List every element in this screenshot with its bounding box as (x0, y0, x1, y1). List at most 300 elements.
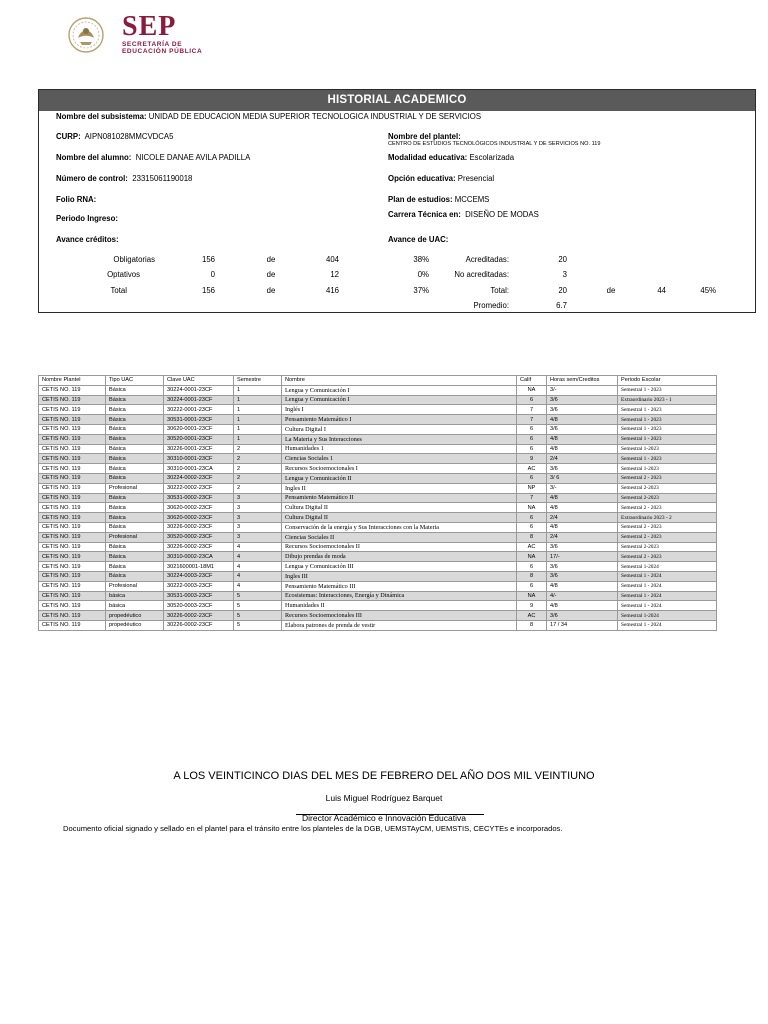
nombre-cell: Dibujo prendas de moda (282, 552, 517, 562)
table-row (39, 532, 717, 542)
nombre-cell: Lengua y Comunicación I (282, 395, 517, 405)
periodo-cell: Semestral 1 - 2023 (618, 424, 717, 434)
periodo-cell: Semestral 2 - 2023 (618, 552, 717, 562)
periodo-cell: Semestral 1-2024 (618, 611, 717, 621)
historial-academico-panel (38, 89, 756, 313)
clave-cell: 30310-0001-23CF (164, 454, 234, 464)
plantel-cell: CETIS NO. 119 (39, 620, 106, 630)
creditos-row-value: 156 (201, 286, 215, 295)
nombre-cell: Cultura Digital II (282, 503, 517, 513)
plantel-cell: CETIS NO. 119 (39, 522, 106, 532)
semestre-cell: 3 (234, 522, 282, 532)
nombre-cell: Ciencias Sociales II (282, 532, 517, 542)
horas-cell: 4/8 (547, 493, 618, 503)
horas-cell: 4/8 (547, 415, 618, 425)
calif-cell: AC (517, 611, 547, 621)
creditos-row-de: de (266, 255, 276, 264)
tipo-cell: Básica (106, 454, 164, 464)
uac-total-value: 20 (558, 286, 567, 295)
no-acreditadas-value: 3 (562, 270, 567, 279)
table-row (39, 571, 717, 581)
semestre-cell: 3 (234, 503, 282, 513)
horas-cell: 3/6 (547, 571, 618, 581)
horas-cell: 3/6 (547, 611, 618, 621)
carrera-row (388, 210, 539, 219)
promedio-value: 6.7 (556, 301, 567, 310)
plantel-value: CENTRO DE ESTUDIOS TECNOLÓGICOS INDUSTRIAL Y DE SERVICIOS NO. 119 (388, 141, 601, 147)
plantel-cell: CETIS NO. 119 (39, 385, 106, 395)
calif-cell: NA (517, 552, 547, 562)
table-row (39, 424, 717, 434)
periodo-cell: Semestral 1 - 2023 (618, 405, 717, 415)
clave-cell: 30226-0002-23CF (164, 542, 234, 552)
nombre-cell: Inglés I (282, 405, 517, 415)
nombre-cell: Conservación de la energía y Sus Interacciones con la Materia (282, 522, 517, 532)
semestre-cell: 2 (234, 454, 282, 464)
folio-label: Folio RNA: (56, 195, 97, 204)
plantel-cell: CETIS NO. 119 (39, 454, 106, 464)
periodo-cell: Semestral 1-2024 (618, 562, 717, 572)
tipo-cell: Básica (106, 424, 164, 434)
creditos-row-value: 156 (201, 255, 215, 264)
plantel-cell: CETIS NO. 119 (39, 493, 106, 503)
horas-cell: 2/4 (547, 513, 618, 523)
promedio-label: Promedio: (473, 301, 509, 310)
periodo-cell: Semestral 2 - 2023 (618, 473, 717, 483)
column-header: Calif (517, 376, 547, 386)
semestre-cell: 1 (234, 434, 282, 444)
table-row (39, 385, 717, 395)
semestre-cell: 3 (234, 493, 282, 503)
horas-cell: 3/6 (547, 395, 618, 405)
uac-total-label: Total: (490, 286, 509, 295)
semestre-cell: 5 (234, 601, 282, 611)
horas-cell: 3/6 (547, 405, 618, 415)
tipo-cell: propedéutico (106, 611, 164, 621)
clave-cell: 30226-0002-23CF (164, 620, 234, 630)
creditos-row-de: de (266, 270, 276, 279)
periodo-label: Periodo Ingreso: (56, 214, 118, 223)
date-statement: A LOS VEINTICINCO DIAS DEL MES DE FEBRERO DEL AÑO DOS MIL VEINTIUNO (173, 770, 595, 782)
periodo-cell: Semestral 2-2023 (618, 483, 717, 493)
nombre-cell: Lengua y Comunicación III (282, 562, 517, 572)
plantel-cell: CETIS NO. 119 (39, 542, 106, 552)
nombre-cell: Pensamiento Matemático III (282, 581, 517, 591)
nombre-cell: Cultura Digital I (282, 424, 517, 434)
calif-cell: 7 (517, 415, 547, 425)
clave-cell: 30222-0001-23CF (164, 405, 234, 415)
table-row (39, 542, 717, 552)
semestre-cell: 3 (234, 513, 282, 523)
nombre-cell: Ciencias Sociales 1 (282, 454, 517, 464)
horas-cell: 2/4 (547, 454, 618, 464)
column-header: Clave UAC (164, 376, 234, 386)
horas-cell: 17/- (547, 552, 618, 562)
table-row (39, 395, 717, 405)
calif-cell: NA (517, 385, 547, 395)
calif-cell: 6 (517, 522, 547, 532)
creditos-row-total: 404 (325, 255, 339, 264)
subsistema-label: Nombre del subsistema: (56, 112, 147, 121)
horas-cell: 4/8 (547, 503, 618, 513)
clave-cell: 30310-0002-23CA (164, 552, 234, 562)
modalidad-value: Escolarizada (469, 153, 515, 162)
calif-cell: NP (517, 483, 547, 493)
calif-cell: AC (517, 464, 547, 474)
tipo-cell: Básica (106, 385, 164, 395)
column-header: Nombre Plantel (39, 376, 106, 386)
table-row (39, 444, 717, 454)
carrera-value: DISEÑO DE MODAS (465, 210, 539, 219)
clave-cell: 30520-0001-23CF (164, 434, 234, 444)
tipo-cell: Básica (106, 464, 164, 474)
uac-total-de: de (606, 286, 616, 295)
clave-cell: 30531-0002-23CF (164, 493, 234, 503)
calif-cell: 8 (517, 571, 547, 581)
tipo-cell: Básica (106, 473, 164, 483)
calif-cell: 6 (517, 581, 547, 591)
alumno-label: Nombre del alumno: (56, 153, 132, 162)
table-row (39, 522, 717, 532)
periodo-cell: Semestral 1 - 2024 (618, 620, 717, 630)
control-value: 23315061190018 (132, 174, 193, 183)
table-row (39, 581, 717, 591)
calif-cell: 9 (517, 454, 547, 464)
column-header: Nombre (282, 376, 517, 386)
opcion-label: Opción educativa: (388, 174, 456, 183)
calif-cell: AC (517, 542, 547, 552)
plantel-cell: CETIS NO. 119 (39, 562, 106, 572)
table-row (39, 483, 717, 493)
brand-subtitle-line2: EDUCACIÓN PÚBLICA (122, 48, 203, 55)
semestre-cell: 4 (234, 571, 282, 581)
nombre-cell: La Materia y Sus Interacciones (282, 434, 517, 444)
periodo-cell: Semestral 1 - 2024 (618, 591, 717, 601)
calif-cell: 6 (517, 473, 547, 483)
calif-cell: 9 (517, 601, 547, 611)
horas-cell: 2/4 (547, 532, 618, 542)
calif-cell: 6 (517, 434, 547, 444)
nombre-cell: Lengua y Comunicación I (282, 385, 517, 395)
plantel-cell: CETIS NO. 119 (39, 552, 106, 562)
creditos-row-label: Optativos (107, 270, 140, 279)
creditos-row-total: 416 (325, 286, 339, 295)
plantel-cell: CETIS NO. 119 (39, 591, 106, 601)
calif-cell: 6 (517, 395, 547, 405)
calif-cell: 8 (517, 532, 547, 542)
table-row (39, 611, 717, 621)
nombre-cell: Ingles III (282, 571, 517, 581)
tipo-cell: básica (106, 591, 164, 601)
calif-cell: NA (517, 503, 547, 513)
horas-cell: 3/6 (547, 424, 618, 434)
curp-row (56, 132, 173, 141)
national-seal-icon (66, 16, 106, 54)
table-row (39, 473, 717, 483)
plantel-cell: CETIS NO. 119 (39, 464, 106, 474)
table-row (39, 591, 717, 601)
calif-cell: 6 (517, 562, 547, 572)
semestre-cell: 2 (234, 473, 282, 483)
tipo-cell: Básica (106, 522, 164, 532)
creditos-row-label: Total (110, 286, 127, 295)
tipo-cell: Básica (106, 493, 164, 503)
nombre-cell: Humanidades 1 (282, 444, 517, 454)
signer-name: Luis Miguel Rodríguez Barquet (325, 793, 443, 803)
semestre-cell: 2 (234, 483, 282, 493)
opcion-row (388, 174, 494, 183)
clave-cell: 30224-0001-23CF (164, 385, 234, 395)
control-row (56, 174, 192, 183)
plantel-cell: CETIS NO. 119 (39, 581, 106, 591)
creditos-row-value: 0 (210, 270, 215, 279)
periodo-cell: Semestral 1 - 2024 (618, 581, 717, 591)
horas-cell: 4/8 (547, 434, 618, 444)
tipo-cell: Básica (106, 434, 164, 444)
creditos-row-de: de (266, 286, 276, 295)
clave-cell: 30226-0002-23CF (164, 522, 234, 532)
semestre-cell: 4 (234, 562, 282, 572)
creditos-row-pct: 38% (413, 255, 429, 264)
clave-cell: 30531-0003-23CF (164, 591, 234, 601)
periodo-cell: Semestral 1 - 2023 (618, 434, 717, 444)
plantel-cell: CETIS NO. 119 (39, 601, 106, 611)
plantel-cell: CETIS NO. 119 (39, 483, 106, 493)
clave-cell: 30226-0002-23CF (164, 611, 234, 621)
clave-cell: 30222-0003-23CF (164, 581, 234, 591)
plantel-cell: CETIS NO. 119 (39, 444, 106, 454)
horas-cell: 4/8 (547, 601, 618, 611)
horas-cell: 3/6 (547, 542, 618, 552)
nombre-cell: Recursos Socioemocionales I (282, 464, 517, 474)
column-header: Periodo Escolar (618, 376, 717, 386)
plantel-cell: CETIS NO. 119 (39, 415, 106, 425)
table-row (39, 493, 717, 503)
nombre-cell: Pensamiento Matemático I (282, 415, 517, 425)
courses-table (38, 375, 717, 631)
clave-cell: 30620-0002-23CF (164, 513, 234, 523)
tipo-cell: Profesional (106, 532, 164, 542)
semestre-cell: 1 (234, 424, 282, 434)
clave-cell: 30520-0003-23CF (164, 601, 234, 611)
acreditadas-value: 20 (558, 255, 567, 264)
periodo-cell: Semestral 2 - 2023 (618, 532, 717, 542)
avance-uac-label: Avance de UAC: (388, 235, 449, 244)
periodo-cell: Extraordinario 2023 - 2 (618, 513, 717, 523)
plan-label: Plan de estudios: (388, 195, 453, 204)
clave-cell: 30222-0002-23CF (164, 483, 234, 493)
periodo-cell: Extraordinario 2023 - 1 (618, 395, 717, 405)
plantel-cell: CETIS NO. 119 (39, 473, 106, 483)
nombre-cell: Recursos Socioemocionales II (282, 542, 517, 552)
carrera-label: Carrera Técnica en: (388, 210, 461, 219)
periodo-cell: Semestral 1 - 2024 (618, 601, 717, 611)
tipo-cell: Básica (106, 542, 164, 552)
modalidad-label: Modalidad educativa: (388, 153, 468, 162)
control-label: Número de control: (56, 174, 128, 183)
subsistema-value: UNIDAD DE EDUCACION MEDIA SUPERIOR TECNOLOGICA INDUSTRIAL Y DE SERVICIOS (148, 112, 482, 121)
periodo-cell: Semestral 1 - 2024 (618, 571, 717, 581)
tipo-cell: propedéutico (106, 620, 164, 630)
plantel-cell: CETIS NO. 119 (39, 434, 106, 444)
horas-cell: 4/8 (547, 581, 618, 591)
clave-cell: 30224-0001-23CF (164, 395, 234, 405)
subsistema-row (56, 112, 481, 121)
horas-cell: 3/6 (547, 464, 618, 474)
table-row (39, 601, 717, 611)
calif-cell: 6 (517, 513, 547, 523)
historial-title: HISTORIAL ACADEMICO (39, 90, 755, 111)
horas-cell: 3/- (547, 385, 618, 395)
table-row (39, 464, 717, 474)
tipo-cell: Básica (106, 415, 164, 425)
uac-total-pct: 45% (700, 286, 716, 295)
plantel-cell: CETIS NO. 119 (39, 571, 106, 581)
curp-value: AIPN081028MMCVDCA5 (84, 132, 174, 141)
signer-title: Director Académico e Innovación Educativa (302, 813, 466, 823)
semestre-cell: 4 (234, 542, 282, 552)
periodo-cell: Semestral 1 - 2023 (618, 415, 717, 425)
horas-cell: 4/- (547, 591, 618, 601)
table-row (39, 434, 717, 444)
nombre-cell: Ecosistemas: Interacciones, Energía y Dinámica (282, 591, 517, 601)
nombre-cell: Lengua y Comunicación II (282, 473, 517, 483)
table-row (39, 503, 717, 513)
nombre-cell: Ingles II (282, 483, 517, 493)
semestre-cell: 3 (234, 532, 282, 542)
semestre-cell: 1 (234, 405, 282, 415)
calif-cell: NA (517, 591, 547, 601)
tipo-cell: Básica (106, 552, 164, 562)
plantel-cell: CETIS NO. 119 (39, 424, 106, 434)
clave-cell: 30224-0002-23CF (164, 473, 234, 483)
tipo-cell: Básica (106, 395, 164, 405)
clave-cell: 30520-0002-23CF (164, 532, 234, 542)
table-row (39, 405, 717, 415)
horas-cell: 3/ 6 (547, 473, 618, 483)
plantel-cell: CETIS NO. 119 (39, 405, 106, 415)
plantel-label: Nombre del plantel: (388, 132, 461, 141)
alumno-value: NICOLE DANAE AVILA PADILLA (135, 153, 251, 162)
horas-cell: 4/8 (547, 444, 618, 454)
plantel-cell: CETIS NO. 119 (39, 532, 106, 542)
periodo-cell: Semestral 2-2023 (618, 493, 717, 503)
creditos-row-label: Obligatorias (113, 255, 155, 264)
creditos-row-pct: 0% (417, 270, 429, 279)
curp-label: CURP: (56, 132, 81, 141)
periodo-cell: Semestral 2 - 2023 (618, 522, 717, 532)
brand-subtitle-line1: SECRETARÍA DE (122, 41, 183, 48)
clave-cell: 30620-0001-23CF (164, 424, 234, 434)
periodo-cell: Semestral 1 - 2023 (618, 385, 717, 395)
horas-cell: 17 / 34 (547, 620, 618, 630)
uac-total-of: 44 (657, 286, 666, 295)
clave-cell: 30620-0002-23CF (164, 503, 234, 513)
acreditadas-label: Acreditadas: (465, 255, 509, 264)
table-row (39, 454, 717, 464)
column-header: Horas sem/Creditos (547, 376, 618, 386)
clave-cell: 3021600001-18M1 (164, 562, 234, 572)
nombre-cell: Elabora patrones de prenda de vestir (282, 620, 517, 630)
no-acreditadas-label: No acreditadas: (454, 270, 509, 279)
opcion-value: Presencial (457, 174, 495, 183)
clave-cell: 30226-0001-23CF (164, 444, 234, 454)
semestre-cell: 2 (234, 464, 282, 474)
horas-cell: 3/- (547, 483, 618, 493)
calif-cell: 6 (517, 444, 547, 454)
periodo-cell: Semestral 1 - 2023 (618, 454, 717, 464)
table-row (39, 562, 717, 572)
plan-value: MCCEMS (454, 195, 490, 204)
nombre-cell: Recursos Socioemocionales III (282, 611, 517, 621)
column-header: Tipo UAC (106, 376, 164, 386)
semestre-cell: 5 (234, 611, 282, 621)
periodo-cell: Semestral 2-2023 (618, 542, 717, 552)
calif-cell: 8 (517, 620, 547, 630)
table-header-row (39, 376, 717, 386)
plantel-cell: CETIS NO. 119 (39, 395, 106, 405)
table-row (39, 552, 717, 562)
table-row (39, 513, 717, 523)
tipo-cell: Profesional (106, 483, 164, 493)
tipo-cell: Básica (106, 503, 164, 513)
plantel-cell: CETIS NO. 119 (39, 503, 106, 513)
tipo-cell: Básica (106, 444, 164, 454)
avance-creditos-label: Avance créditos: (56, 235, 119, 244)
tipo-cell: Básica (106, 513, 164, 523)
alumno-row (56, 153, 250, 162)
calif-cell: 7 (517, 493, 547, 503)
nombre-cell: Cultura Digital II (282, 513, 517, 523)
semestre-cell: 5 (234, 620, 282, 630)
calif-cell: 7 (517, 405, 547, 415)
plantel-cell: CETIS NO. 119 (39, 513, 106, 523)
periodo-cell: Semestral 1-2023 (618, 464, 717, 474)
table-row (39, 620, 717, 630)
modalidad-row (388, 153, 514, 162)
sep-logo (66, 11, 236, 56)
tipo-cell: Básica (106, 405, 164, 415)
creditos-row-total: 12 (330, 270, 339, 279)
nombre-cell: Humanidades II (282, 601, 517, 611)
creditos-row-pct: 37% (413, 286, 429, 295)
semestre-cell: 4 (234, 552, 282, 562)
semestre-cell: 5 (234, 591, 282, 601)
tipo-cell: Básica (106, 571, 164, 581)
horas-cell: 4/8 (547, 522, 618, 532)
clave-cell: 30224-0003-23CF (164, 571, 234, 581)
periodo-cell: Semestral 2 - 2023 (618, 503, 717, 513)
tipo-cell: Básica (106, 562, 164, 572)
plantel-cell: CETIS NO. 119 (39, 611, 106, 621)
brand-name: SEP (122, 11, 177, 42)
tipo-cell: básica (106, 601, 164, 611)
periodo-cell: Semestral 1-2023 (618, 444, 717, 454)
semestre-cell: 1 (234, 385, 282, 395)
clave-cell: 30310-0001-23CA (164, 464, 234, 474)
semestre-cell: 2 (234, 444, 282, 454)
column-header: Semestre (234, 376, 282, 386)
plan-row (388, 195, 489, 204)
nombre-cell: Pensamiento Matemático II (282, 493, 517, 503)
semestre-cell: 4 (234, 581, 282, 591)
table-row (39, 415, 717, 425)
official-note: Documento oficial signado y sellado en el plantel para el tránsito entre los planteles de la DGB, UEMSTAyCM, UEMSTIS, CECYTEs e incorporados. (63, 824, 563, 833)
calif-cell: 6 (517, 424, 547, 434)
semestre-cell: 1 (234, 415, 282, 425)
semestre-cell: 1 (234, 395, 282, 405)
tipo-cell: Profesional (106, 581, 164, 591)
